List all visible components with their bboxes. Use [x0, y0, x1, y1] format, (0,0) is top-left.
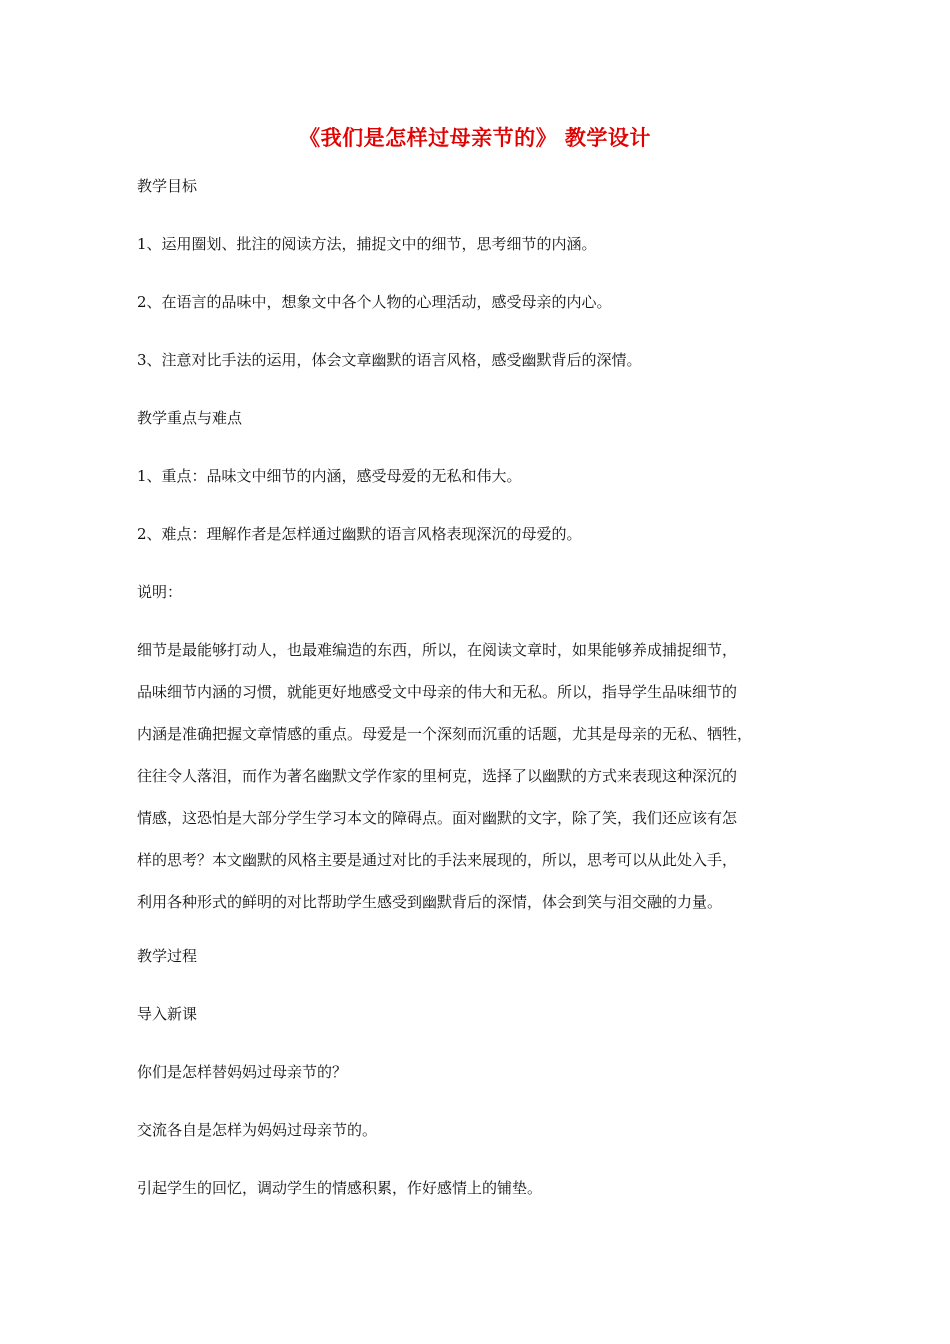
intro-question: 你们是怎样替妈妈过母亲节的？ — [137, 1063, 348, 1081]
note-line: 利用各种形式的鲜明的对比帮助学生感受到幽默背后的深情，体会到笑与泪交融的力量。 — [137, 893, 723, 911]
intro-purpose: 引起学生的回忆，调动学生的情感积累，作好感情上的铺垫。 — [137, 1179, 543, 1197]
note-line: 样的思考？本文幽默的风格主要是通过对比的手法来展现的，所以，思考可以从此处入手， — [137, 851, 738, 869]
key-point-item: 1、重点：品味文中细节的内涵，感受母爱的无私和伟大。 — [137, 467, 522, 485]
document-title: 《我们是怎样过母亲节的》 教学设计 — [299, 125, 651, 150]
objectives-heading: 教学目标 — [137, 177, 198, 195]
note-heading: 说明： — [137, 583, 183, 601]
note-line: 内涵是准确把握文章情感的重点。母爱是一个深刻而沉重的话题，尤其是母亲的无私、牺牲， — [137, 725, 753, 743]
intro-activity: 交流各自是怎样为妈妈过母亲节的。 — [137, 1121, 378, 1139]
key-points-heading: 教学重点与难点 — [137, 409, 243, 427]
note-line: 细节是最能够打动人，也最难编造的东西，所以，在阅读文章时，如果能够养成捕捉细节， — [137, 641, 738, 659]
note-line: 情感，这恐怕是大部分学生学习本文的障碍点。面对幽默的文字，除了笑，我们还应该有怎 — [137, 809, 738, 827]
key-point-item: 2、难点：理解作者是怎样通过幽默的语言风格表现深沉的母爱的。 — [137, 525, 582, 543]
note-line: 往往令人落泪，而作为著名幽默文学作家的里柯克，选择了以幽默的方式来表现这种深沉的 — [137, 767, 738, 785]
note-line: 品味细节内涵的习惯，就能更好地感受文中母亲的伟大和无私。所以，指导学生品味细节的 — [137, 683, 738, 701]
process-heading: 教学过程 — [137, 947, 198, 965]
objective-item: 2、在语言的品味中，想象文中各个人物的心理活动，感受母亲的内心。 — [137, 293, 612, 311]
objective-item: 3、注意对比手法的运用，体会文章幽默的语言风格，感受幽默背后的深情。 — [137, 351, 642, 369]
intro-heading: 导入新课 — [137, 1005, 198, 1023]
note-paragraph — [137, 640, 827, 934]
objective-item: 1、运用圈划、批注的阅读方法，捕捉文中的细节，思考细节的内涵。 — [137, 235, 597, 253]
